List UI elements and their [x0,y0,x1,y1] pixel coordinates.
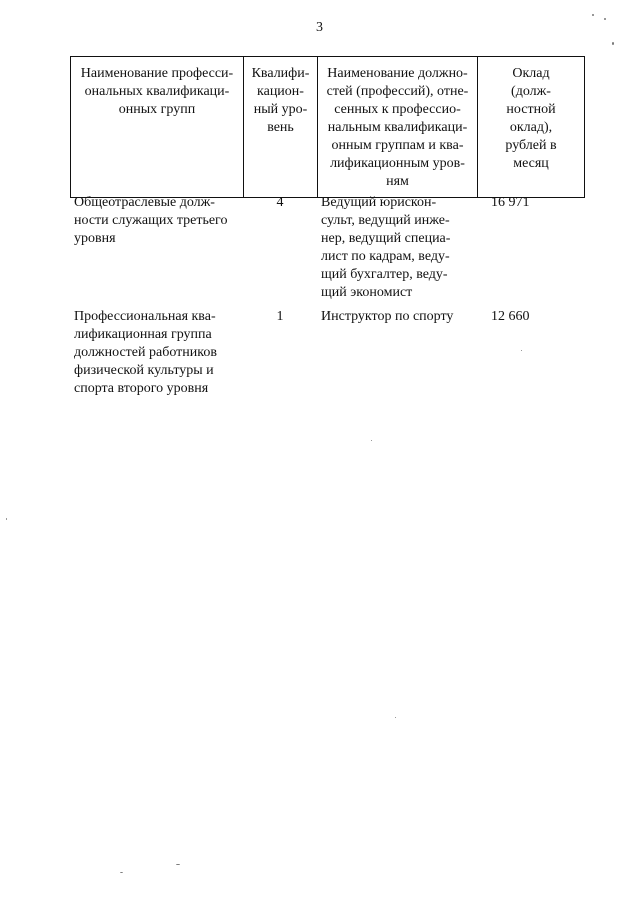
scan-speck [612,42,614,45]
cell-positions: Инструктор по спорту [321,309,454,324]
cell-group-name: Профессиональная ква- лификационная группа должностей работников физической культуры и спорта второго уровня [74,309,217,396]
table-body [70,192,584,398]
header-salary: Оклад (долж- ностной оклад), рублей в месяц [478,57,585,198]
table-row [70,192,584,306]
header-group-name: Наименование професси- ональных квалификаци- онных групп [71,57,244,198]
cell-level: 1 [276,309,284,324]
scan-speck [604,18,606,20]
cell-level: 4 [276,195,284,210]
scan-speck [592,14,594,16]
cell-salary: 16 971 [491,195,530,210]
table-header [70,56,585,198]
header-positions: Наименование должно- стей (профессий), отне- сенных к профессио- нальным квалификаци- онным группам и ква- лификационным уров- ням [318,57,478,198]
table-row [70,306,584,398]
page-number: 3 [316,20,323,35]
scan-speck [371,440,372,441]
cell-positions: Ведущий юрискон- сульт, ведущий инже- нер, ведущий специа- лист по кадрам, веду- щий бухгалтер, веду- щий экономист [321,195,451,300]
scan-speck [6,518,7,520]
cell-group-name: Общеотраслевые долж- ности служащих третьего уровня [74,195,228,246]
scan-speck [395,717,396,718]
cell-salary: 12 660 [491,309,530,324]
scan-speck [521,350,522,351]
header-qualification-level: Квалифи- кацион- ный уро- вень [244,57,318,198]
scan-speck [120,872,123,873]
scan-speck [176,864,180,865]
